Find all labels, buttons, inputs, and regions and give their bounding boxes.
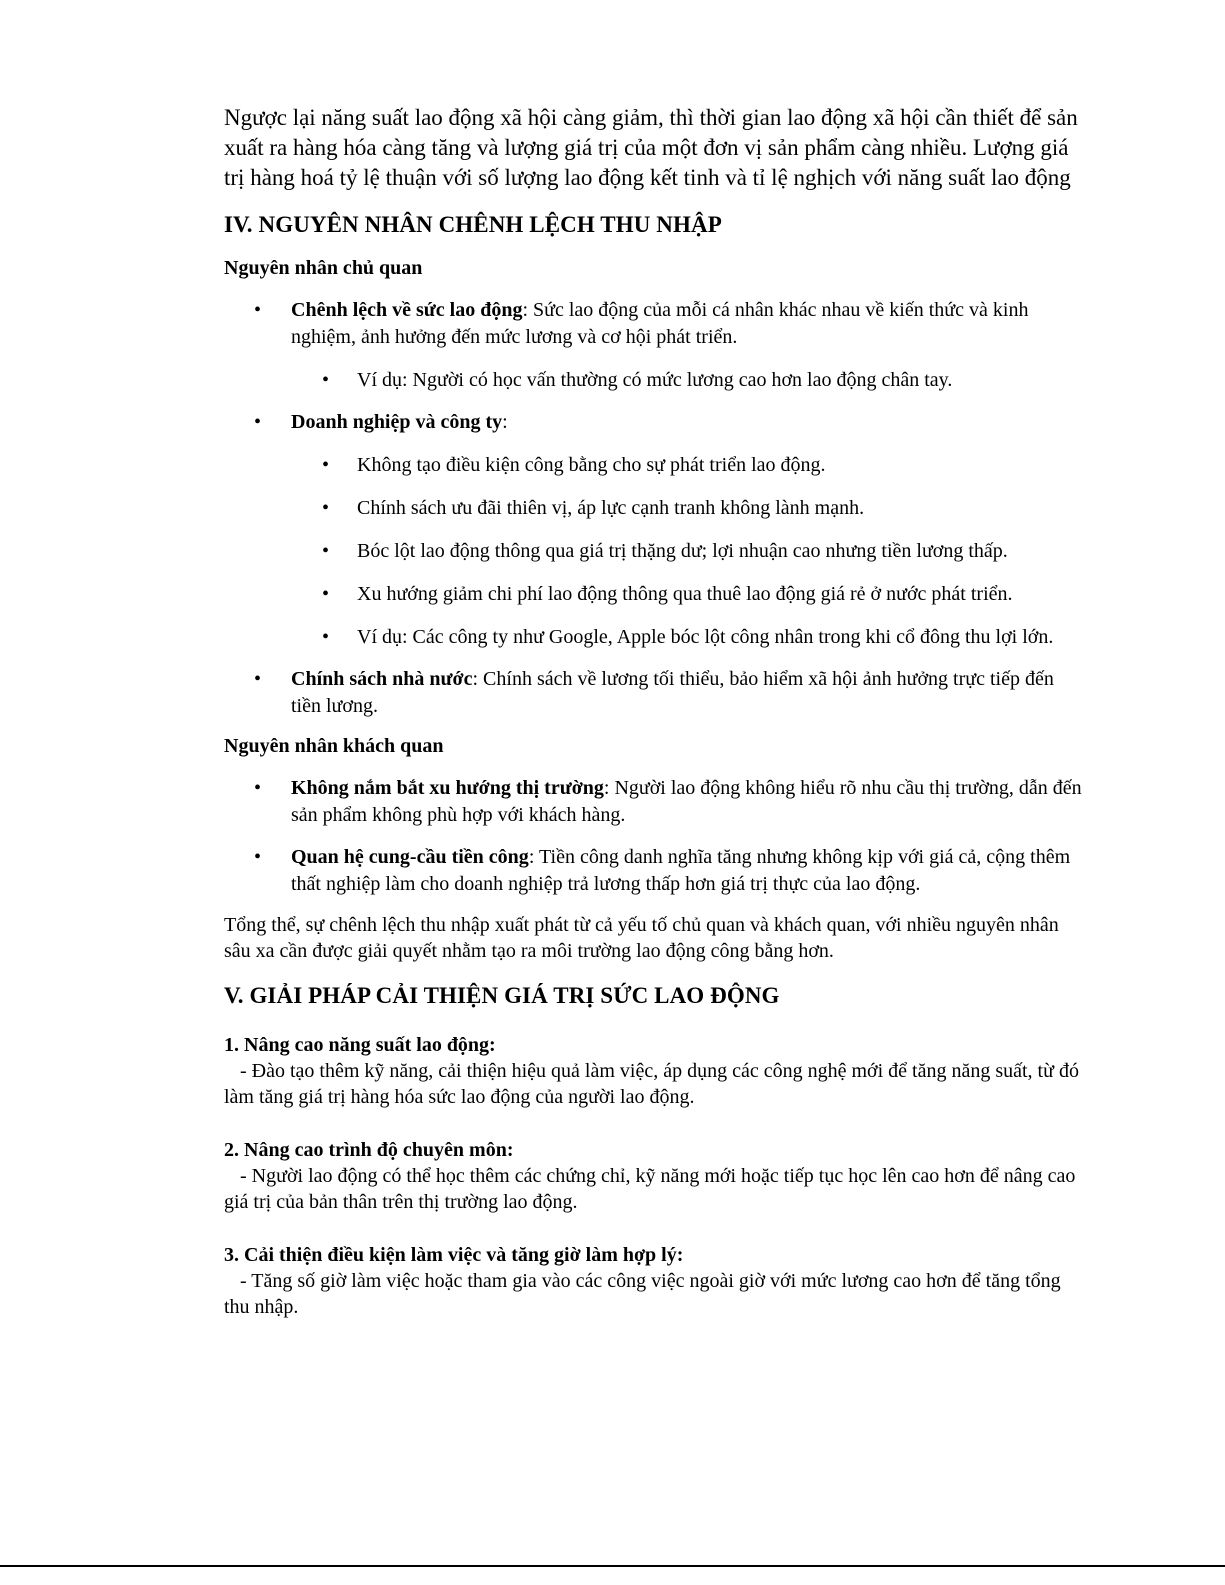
document-page	[224, 103, 1084, 1320]
sub-list-item: • Ví dụ: Các công ty như Google, Apple bóc lột công nhân trong khi cổ đông thu lợi lớn.	[291, 624, 1084, 651]
summary-paragraph: Tổng thể, sự chênh lệch thu nhập xuất phát từ cả yếu tố chủ quan và khách quan, với nhiều nguyên nhân sâu xa cần được giải quyết nhằm tạo ra môi trường lao động công bằng hơn.	[224, 914, 1059, 962]
item-title: Chênh lệch về sức lao động	[291, 299, 523, 321]
list-item	[224, 409, 1084, 651]
sub-list-item: • Chính sách ưu đãi thiên vị, áp lực cạnh tranh không lành mạnh.	[291, 495, 1084, 522]
sub-list-item: • Xu hướng giảm chi phí lao động thông qua thuê lao động giá rẻ ở nước phát triển.	[291, 581, 1084, 608]
solution-title: 3. Cải thiện điều kiện làm việc và tăng giờ làm hợp lý:	[224, 1244, 684, 1266]
solution-title: 1. Nâng cao năng suất lao động:	[224, 1034, 496, 1056]
item-text: : Tiền công danh nghĩa tăng nhưng không kịp với giá cả, cộng thêm thất nghiệp làm cho doanh nghiệp trả lương thấp hơn giá trị thực của lao động.	[291, 846, 1071, 895]
page-bottom-rule	[0, 1565, 1225, 1567]
item-title: Chính sách nhà nước	[291, 668, 473, 690]
intro-paragraph: Ngược lại năng suất lao động xã hội càng giảm, thì thời gian lao động xã hội cần thiết để sản xuất ra hàng hóa càng tăng và lượng giá trị của một đơn vị sản phẩm càng nhiều. Lượng giá trị hàng hoá tỷ lệ thuận với số lượng lao động kết tinh và tỉ lệ nghịch với năng suất lao động	[224, 105, 1078, 190]
item-text: : Sức lao động của mỗi cá nhân khác nhau về kiến thức và kinh nghiệm, ảnh hưởng đến mức lương và cơ hội phát triển.	[291, 299, 1029, 348]
item-text: :	[502, 411, 508, 433]
solution-body: - Người lao động có thể học thêm các chứng chỉ, kỹ năng mới hoặc tiếp tục học lên cao hơn để nâng cao giá trị của bản thân trên thị trường lao động.	[224, 1165, 1076, 1213]
solution-block	[224, 1137, 1084, 1215]
list-item	[224, 666, 1084, 720]
objective-causes-heading: Nguyên nhân khách quan	[224, 735, 444, 757]
sub-list-item: • Không tạo điều kiện công bằng cho sự phát triển lao động.	[291, 452, 1084, 479]
subjective-causes-heading: Nguyên nhân chủ quan	[224, 257, 423, 279]
list-item	[224, 297, 1084, 394]
objective-causes-list	[224, 775, 1084, 898]
solution-block	[224, 1242, 1084, 1320]
sub-list-item: • Ví dụ: Người có học vấn thường có mức lương cao hơn lao động chân tay.	[291, 367, 1084, 394]
solution-body: - Tăng số giờ làm việc hoặc tham gia vào các công việc ngoài giờ với mức lương cao hơn để tăng tổng thu nhập.	[224, 1270, 1061, 1318]
section-5-heading: V. GIẢI PHÁP CẢI THIỆN GIÁ TRỊ SỨC LAO ĐỘNG	[224, 983, 780, 1008]
solution-block	[224, 1032, 1084, 1110]
list-item	[224, 844, 1084, 898]
item-title: Doanh nghiệp và công ty	[291, 411, 503, 433]
sub-list	[224, 367, 1084, 394]
subjective-causes-list	[224, 297, 1084, 720]
solution-title: 2. Nâng cao trình độ chuyên môn:	[224, 1139, 514, 1161]
sub-list	[224, 452, 1084, 651]
sub-list-item: • Bóc lột lao động thông qua giá trị thặng dư; lợi nhuận cao nhưng tiền lương thấp.	[291, 538, 1084, 565]
section-4-heading: IV. NGUYÊN NHÂN CHÊNH LỆCH THU NHẬP	[224, 212, 722, 237]
item-text: : Chính sách về lương tối thiểu, bảo hiểm xã hội ảnh hưởng trực tiếp đến tiền lương.	[291, 668, 1054, 717]
item-title: Quan hệ cung-cầu tiền công	[291, 846, 529, 868]
item-title: Không nắm bắt xu hướng thị trường	[291, 777, 604, 799]
solution-body: - Đào tạo thêm kỹ năng, cải thiện hiệu quả làm việc, áp dụng các công nghệ mới để tăng năng suất, từ đó làm tăng giá trị hàng hóa sức lao động của người lao động.	[224, 1060, 1079, 1108]
list-item	[224, 775, 1084, 829]
item-text: : Người lao động không hiểu rõ nhu cầu thị trường, dẫn đến sản phẩm không phù hợp với khách hàng.	[291, 777, 1082, 826]
